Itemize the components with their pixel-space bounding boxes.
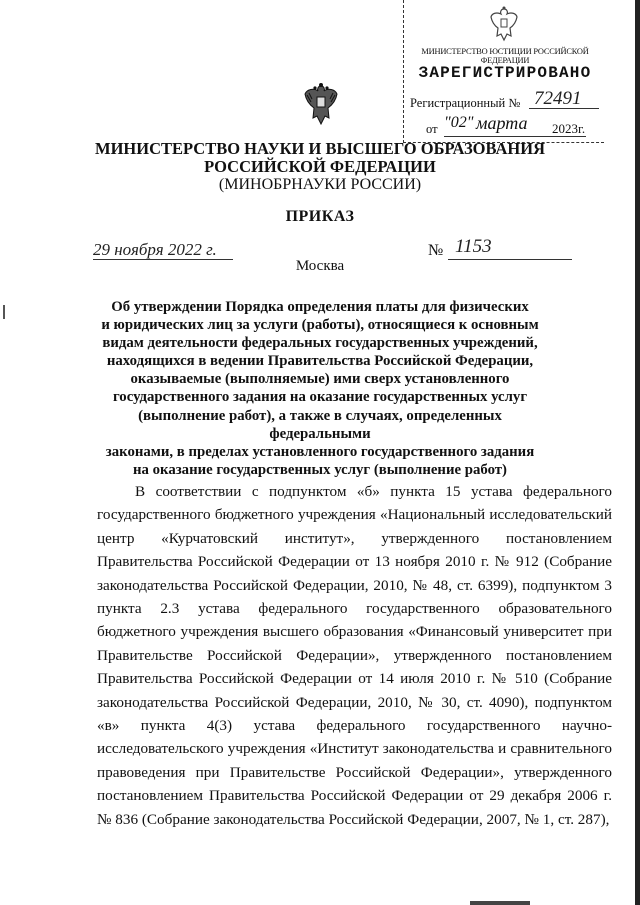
stamp-date-prefix: от <box>426 122 438 136</box>
subject-line: Об утверждении Порядка определения платы для физических <box>111 299 529 315</box>
registration-stamp <box>403 0 604 143</box>
ministry-name-line: РОССИЙСКОЙ ФЕДЕРАЦИИ <box>204 157 436 176</box>
subject-line: находящихся в ведении Правительства Российской Федерации, <box>106 353 534 370</box>
subject-line: государственного задания на оказание государственных услуг <box>112 389 528 406</box>
stamp-reg-number: 72491 <box>534 88 582 109</box>
stamp-emblem-icon <box>489 6 519 44</box>
stamp-reg-label: Регистрационный № <box>410 96 521 110</box>
stamp-date-year: 2023г. <box>552 121 586 136</box>
order-body <box>97 480 612 831</box>
order-number-label: № <box>428 242 444 259</box>
stamp-date-underline <box>444 136 586 137</box>
body-paragraph: В соответствии с подпунктом «б» пункта 15 устава федерального государственного бюджетного учреждения «Национальный исследовательский центр «Курчатовский институт», утвержденного постановлением Правительства Российской Федерации от 13 ноября 2010 г. № 912 (Собрание законодательства Российской Федерации, 2010, № 48, ст. 6399), подпунктом 3 пункта 2.3 устава федерального государственного образовательного бюджетного учреждения высшего образования «Финансовый университет при Правительстве Российской Федерации», утвержденного постановлением Правительства Российской Федерации от 14 июля 2010 г. № 510 (Собрание законодательства Российской Федерации, 2010, № 30, ст. 4090), подпунктом «в» пункта 4(3) устава федерального государственного научно-исследовательского учреждения «Институт законодательства и сравнительного правоведения при Правительстве Российской Федерации», утвержденного постановлением Правительства Российской Федерации от 29 декабря 2006 г. № 836 (Собрание законодательства Российской Федерации, 2007, № 1, ст. 287), <box>97 483 612 828</box>
subject-line: видам деятельности федеральных государственных учреждений, <box>102 335 538 352</box>
scan-mark <box>3 305 5 319</box>
ministry-name <box>90 140 550 176</box>
scan-edge <box>635 0 640 905</box>
subject-line: и юридических лиц за услуги (работы), относящиеся к основным <box>101 317 539 334</box>
stamp-status: ЗАРЕГИСТРИРОВАНО <box>418 64 592 82</box>
document-type: ПРИКАЗ <box>285 208 355 225</box>
subject-line: (выполнение работ), а также в случаях, определенных федеральными <box>138 407 502 442</box>
scan-mark <box>470 901 530 905</box>
order-city: Москва <box>295 258 345 274</box>
order-subject <box>96 298 544 479</box>
subject-line: оказываемые (выполняемые) ими сверх установленного <box>130 371 510 388</box>
order-date: 29 ноября 2022 г. <box>93 240 217 259</box>
stamp-reg-underline <box>529 108 599 109</box>
coat-of-arms-icon <box>303 82 339 128</box>
stamp-date-month: марта <box>476 113 528 133</box>
stamp-ministry: МИНИСТЕРСТВО ЮСТИЦИИ РОССИЙСКОЙ ФЕДЕРАЦИИ <box>421 47 589 65</box>
stamp-date-day: "02" <box>444 114 474 131</box>
subject-line: на оказание государственных услуг (выполнение работ) <box>133 461 507 478</box>
subject-line: законами, в пределах установленного государственного задания <box>105 443 535 460</box>
ministry-name-line: МИНИСТЕРСТВО НАУКИ И ВЫСШЕГО ОБРАЗОВАНИЯ <box>95 139 545 158</box>
order-number: 1153 <box>455 236 492 257</box>
ministry-short-name: (МИНОБРНАУКИ РОССИИ) <box>218 176 422 193</box>
